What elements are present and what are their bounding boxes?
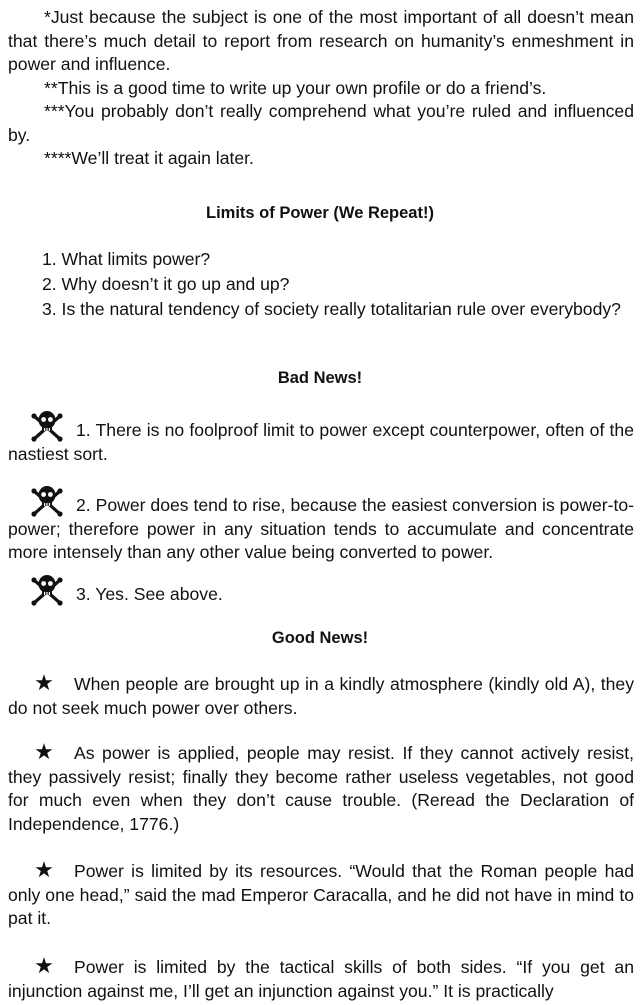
limits-question-2: 2. Why doesn’t it go up and up? [42,274,290,294]
skull-crossbones-icon [30,483,64,517]
heading-bad-news: Bad News! [277,369,363,387]
star-icon: ★ [34,670,54,695]
footnote-1: *Just because the subject is one of the most important of all doesn’t mean that there’s much detail to report from research on humanity’s enmeshment in power and influence. [8,7,634,74]
limits-question-1: 1. What limits power? [42,249,211,269]
good-news-text-4: Power is limited by the tactical skills of both sides. “If you get an injunction against me, I’ll get an injunction against you.” It is practically [8,957,634,1001]
bad-news-text-1: 1. There is no foolproof limit to power except counterpower, often of the nastiest sort. [8,420,634,464]
star-icon: ★ [34,857,54,882]
good-news-text-3: Power is limited by its resources. “Would that the Roman people had only one head,” said the mad Emperor Caracalla, and he did not have in mind to pat it. [8,861,634,928]
bad-news-text-3: 3. Yes. See above. [76,584,223,604]
heading-good-news: Good News! [271,629,369,647]
bad-news-item-3 [8,572,634,607]
skull-crossbones-icon [30,408,64,442]
bad-news-text-2: 2. Power does tend to rise, because the easiest conversion is power-to-power; therefore power in any situation tends to accumulate and concentrate more intensely than any other value being converted to power. [8,495,634,562]
star-icon: ★ [34,739,54,764]
good-news-text-2: As power is applied, people may resist. If they cannot actively resist, they passively resist; finally they become rather useless vegetables, not good for much even when they don’t cause trouble. (Reread the Declaration of Independence, 1776.) [8,743,634,834]
bad-news-item-1 [8,408,634,466]
good-news-text-1: When people are brought up in a kindly atmosphere (kindly old A), they do not seek much power over others. [8,674,634,718]
footnote-4: ****We’ll treat it again later. [44,148,254,168]
good-news-item-1 [8,670,634,720]
footnote-block [8,6,634,171]
heading-limits-of-power: Limits of Power (We Repeat!) [206,204,434,222]
footnote-3: ***You probably don’t really comprehend what you’re ruled and influenced by. [8,101,634,145]
star-icon: ★ [34,953,54,978]
good-news-item-4 [8,953,634,1003]
good-news-item-2 [8,739,634,836]
bad-news-item-2 [8,483,634,565]
footnote-2: **This is a good time to write up your own profile or do a friend’s. [44,77,547,98]
limits-question-3: 3. Is the natural tendency of society really totalitarian rule over everybody? [42,299,621,319]
good-news-item-3 [8,857,634,931]
skull-crossbones-icon [30,572,64,606]
